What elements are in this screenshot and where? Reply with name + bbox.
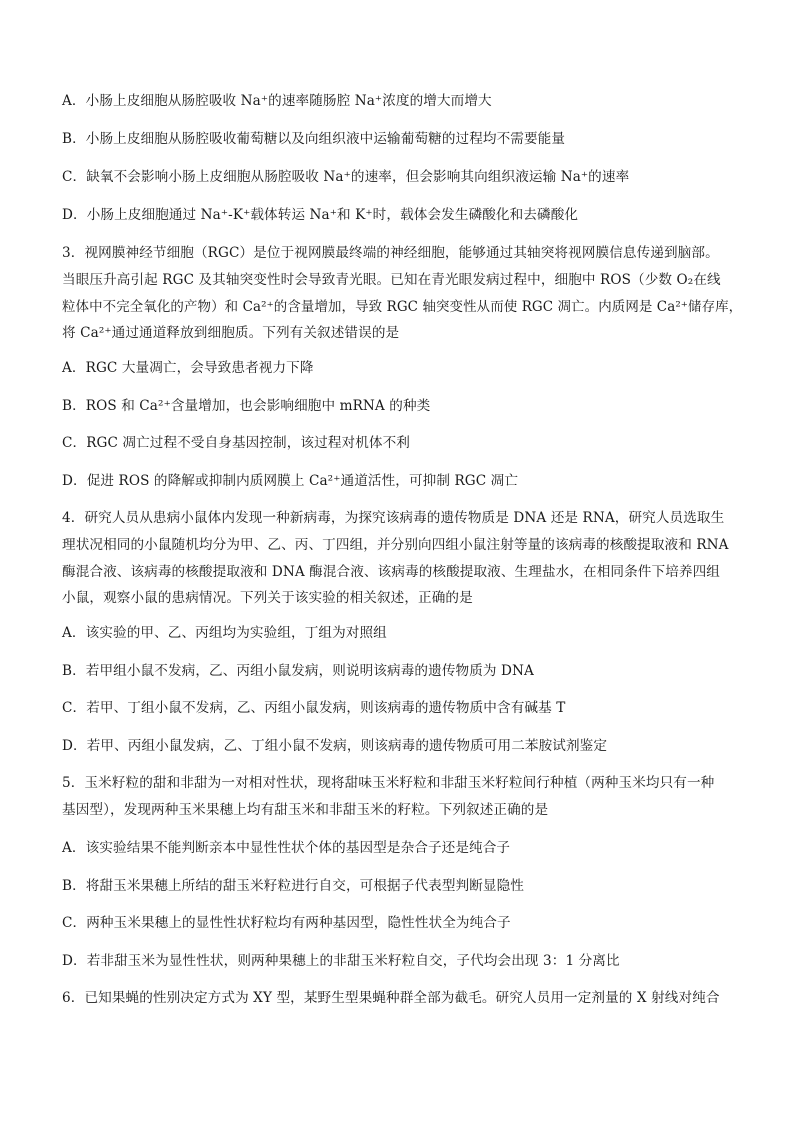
q5-option-d: D．若非甜玉米为显性性状，则两种果穗上的非甜玉米籽粒自交，子代均会出现 3：1 分离比 xyxy=(62,953,620,969)
q3-option-c: C．RGC 凋亡过程不受自身基因控制，该过程对机体不利 xyxy=(62,435,410,451)
q2-option-a: A．小肠上皮细胞从肠腔吸收 Na⁺的速率随肠腔 Na⁺浓度的增大而增大 xyxy=(62,93,492,109)
q5-stem-line-1: 5．玉米籽粒的甜和非甜为一对相对性状，现将甜味玉米籽粒和非甜玉米籽粒间行种植（两种玉米均只有一种 xyxy=(62,775,715,791)
q3-stem-line-2: 当眼压升高引起 RGC 及其轴突变性时会导致青光眼。已知在青光眼发病过程中，细胞中 ROS（少数 O₂在线 xyxy=(62,272,721,288)
q5-option-c: C．两种玉米果穗上的显性性状籽粒均有两种基因型，隐性性状全为纯合子 xyxy=(62,915,511,931)
q4-stem-line-1: 4．研究人员从患病小鼠体内发现一种新病毒，为探究该病毒的遗传物质是 DNA 还是 RNA，研究人员选取生 xyxy=(62,510,725,526)
q3-option-b: B．ROS 和 Ca²⁺含量增加，也会影响细胞中 mRNA 的种类 xyxy=(62,398,431,414)
q6-stem-line-1: 6．已知果蝇的性别决定方式为 XY 型，某野生型果蝇种群全部为截毛。研究人员用一定剂量的 X 射线对纯合 xyxy=(62,990,720,1006)
q3-stem-line-4: 将 Ca²⁺通过通道释放到细胞质。下列有关叙述错误的是 xyxy=(62,325,400,341)
q4-option-c: C．若甲、丁组小鼠不发病，乙、丙组小鼠发病，则该病毒的遗传物质中含有碱基 T xyxy=(62,700,566,716)
q2-option-c: C．缺氧不会影响小肠上皮细胞从肠腔吸收 Na⁺的速率，但会影响其向组织液运输 Na⁺的速率 xyxy=(62,169,630,185)
q5-stem-line-2: 基因型），发现两种玉米果穗上均有甜玉米和非甜玉米的籽粒。下列叙述正确的是 xyxy=(62,802,549,818)
q4-option-a: A．该实验的甲、乙、丙组均为实验组，丁组为对照组 xyxy=(62,625,387,641)
q3-stem-line-3: 粒体中不完全氧化的产物）和 Ca²⁺的含量增加，导致 RGC 轴突变性从而使 RGC 凋亡。内质网是 Ca²⁺储存库， xyxy=(62,299,743,315)
q4-option-b: B．若甲组小鼠不发病，乙、丙组小鼠发病，则说明该病毒的遗传物质为 DNA xyxy=(62,663,534,679)
q5-option-b: B．将甜玉米果穗上所结的甜玉米籽粒进行自交，可根据子代表型判断显隐性 xyxy=(62,878,524,894)
q3-option-a: A．RGC 大量凋亡，会导致患者视力下降 xyxy=(62,360,314,376)
q4-stem-line-2: 理状况相同的小鼠随机均分为甲、乙、丙、丁四组，并分别向四组小鼠注射等量的该病毒的核酸提取液和 RNA xyxy=(62,537,729,553)
q3-option-d: D．促进 ROS 的降解或抑制内质网膜上 Ca²⁺通道活性，可抑制 RGC 凋亡 xyxy=(62,473,519,489)
q2-option-d: D．小肠上皮细胞通过 Na⁺-K⁺载体转运 Na⁺和 K⁺时，载体会发生磷酸化和去磷酸化 xyxy=(62,207,579,223)
q3-stem-line-1: 3．视网膜神经节细胞（RGC）是位于视网膜最终端的神经细胞，能够通过其轴突将视网膜信息传递到脑部。 xyxy=(62,245,719,261)
q2-option-b: B．小肠上皮细胞从肠腔吸收葡萄糖以及向组织液中运输葡萄糖的过程均不需要能量 xyxy=(62,131,566,147)
q4-stem-line-3: 酶混合液、该病毒的核酸提取液和 DNA 酶混合液、该病毒的核酸提取液、生理盐水，在相同条件下培养四组 xyxy=(62,564,720,580)
q4-stem-line-4: 小鼠，观察小鼠的患病情况。下列关于该实验的相关叙述，正确的是 xyxy=(62,590,473,606)
q4-option-d: D．若甲、丙组小鼠发病，乙、丁组小鼠不发病，则该病毒的遗传物质可用二苯胺试剂鉴定 xyxy=(62,738,608,754)
q5-option-a: A．该实验结果不能判断亲本中显性性状个体的基因型是杂合子还是纯合子 xyxy=(62,840,511,856)
